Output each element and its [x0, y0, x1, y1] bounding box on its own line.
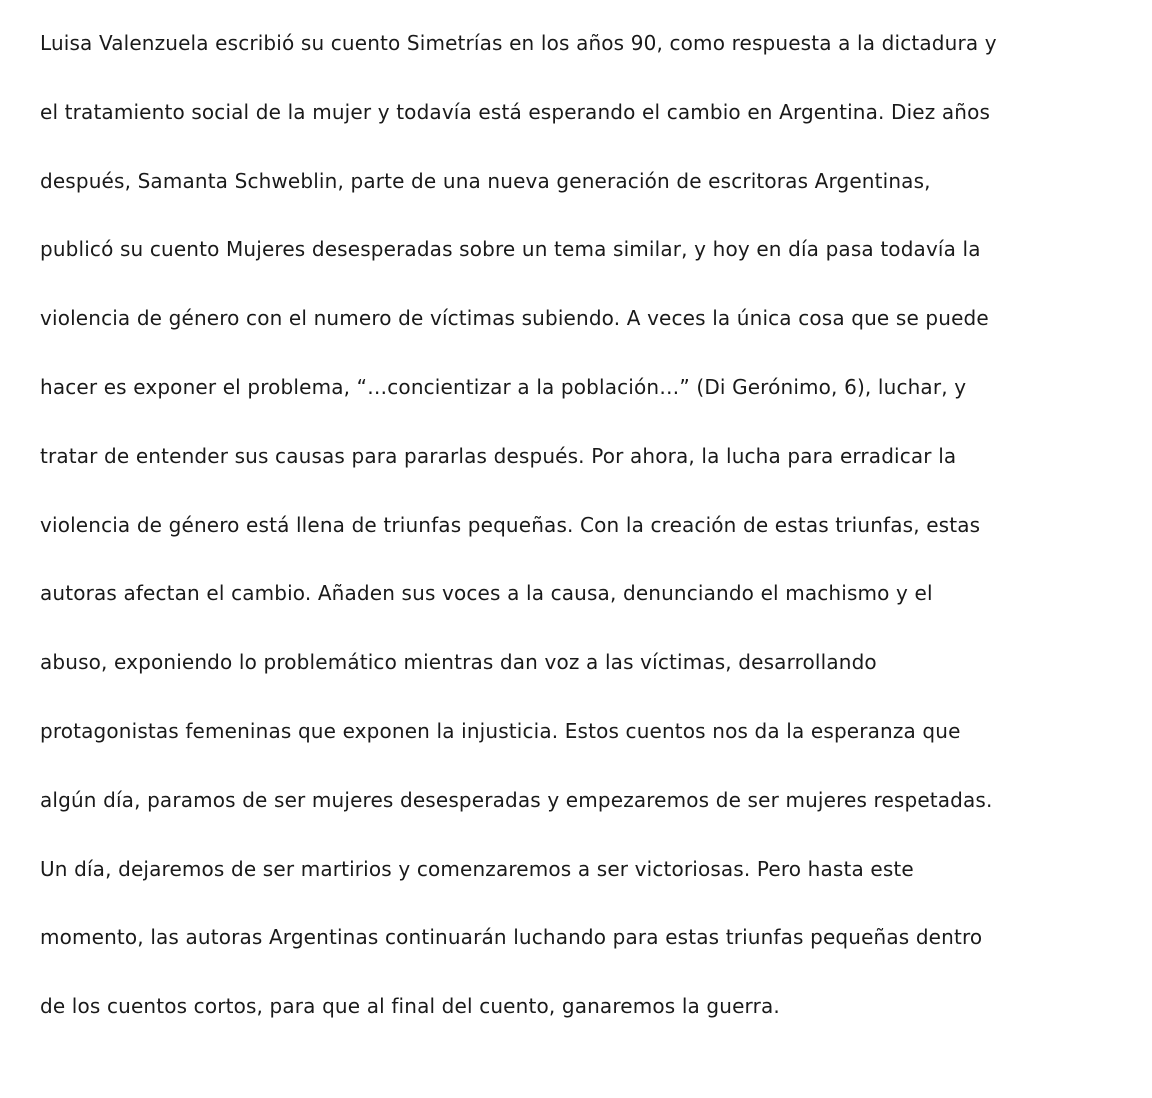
paragraph-line-10: abuso, exponiendo lo problemático mientras dan voz a las víctimas, desarrollando [40, 650, 877, 675]
paragraph-line-14: momento, las autoras Argentinas continuarán luchando para estas triunfas pequeñas dentro [40, 925, 983, 950]
paragraph-line-11: protagonistas femeninas que exponen la injusticia. Estos cuentos nos da la esperanza que [40, 718, 961, 743]
paragraph-line-5: violencia de género con el numero de víctimas subiendo. A veces la única cosa que se puede [40, 306, 989, 331]
paragraph-line-9: autoras afectan el cambio. Añaden sus voces a la causa, denunciando el machismo y el [40, 581, 933, 606]
paragraph-line-13: Un día, dejaremos de ser martirios y comenzaremos a ser victoriosas. Pero hasta este [40, 856, 914, 881]
paragraph-line-15: de los cuentos cortos, para que al final del cuento, ganaremos la guerra. [40, 994, 780, 1019]
paragraph-line-4: publicó su cuento Mujeres desesperadas sobre un tema similar, y hoy en día pasa todavía la [40, 237, 981, 262]
paragraph-line-1: Luisa Valenzuela escribió su cuento Simetrías en los años 90, como respuesta a la dictadura y [40, 31, 997, 55]
paragraph-line-8: violencia de género está llena de triunfas pequeñas. Con la creación de estas triunfas, estas [40, 512, 981, 537]
paragraph-line-2: el tratamiento social de la mujer y todavía está esperando el cambio en Argentina. Diez años [40, 99, 991, 124]
paragraph-line-7: tratar de entender sus causas para pararlas después. Por ahora, la lucha para erradicar la [40, 443, 957, 468]
paragraph-line-12: algún día, paramos de ser mujeres desesperadas y empezaremos de ser mujeres respetadas. [40, 787, 993, 812]
paragraph-line-3: después, Samanta Schweblin, parte de una nueva generación de escritoras Argentinas, [40, 168, 931, 193]
body-paragraph [40, 26, 1120, 1058]
paragraph-line-6: hacer es exponer el problema, “…concientizar a la población…” (Di Gerónimo, 6), luchar, y [40, 374, 967, 399]
